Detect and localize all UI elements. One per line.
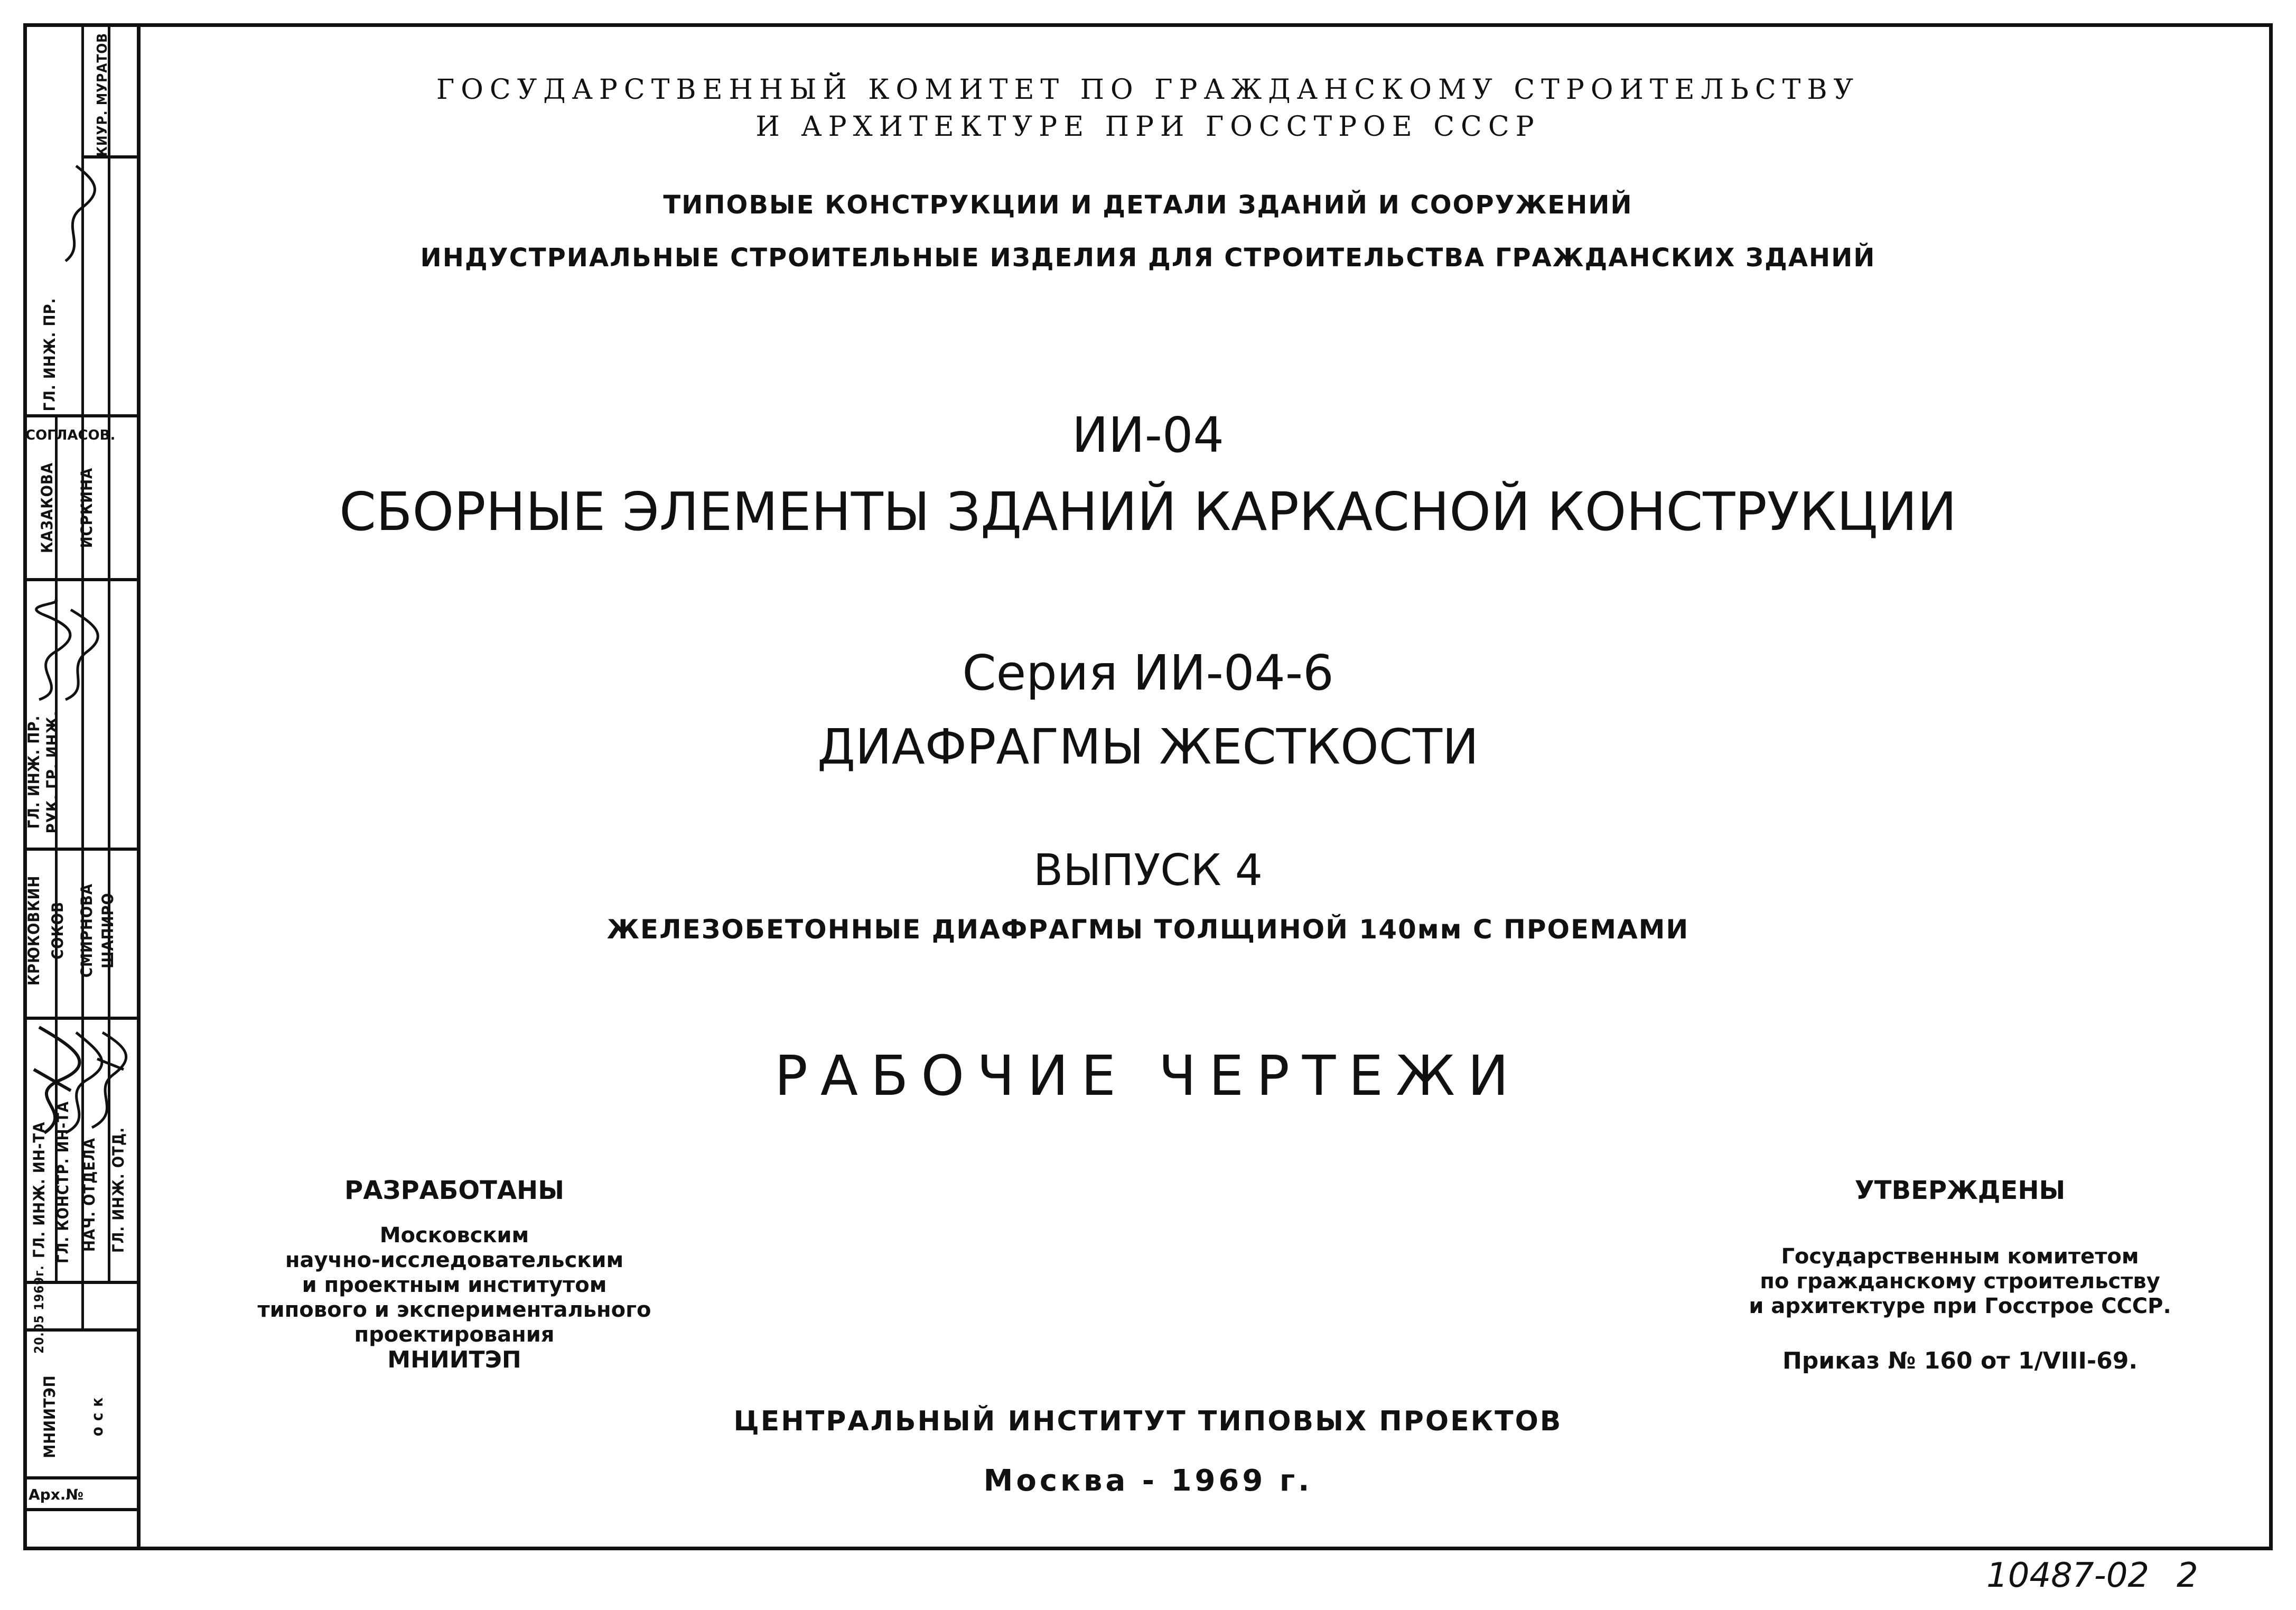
- developed-institute: МНИИТЭП: [387, 1346, 521, 1373]
- stamp-dept: о с к: [88, 1397, 106, 1437]
- stamp-archive: Арх.№: [29, 1486, 84, 1503]
- developed-line: научно-исследовательским: [285, 1248, 624, 1272]
- stamp-role: ГЛ. ИНЖ. ПР.: [41, 297, 59, 412]
- document-title: СБОРНЫЕ ЭЛЕМЕНТЫ ЗДАНИЙ КАРКАСНОЙ КОНСТРУКЦИИ: [339, 481, 1957, 543]
- header-subtitle-1: ТИПОВЫЕ КОНСТРУКЦИИ И ДЕТАЛИ ЗДАНИЙ И СООРУЖЕНИЙ: [663, 190, 1633, 220]
- developed-line: проектирования: [354, 1323, 555, 1347]
- stamp-name: СМИРНОВА: [78, 883, 96, 978]
- approved-line: и архитектуре при Госстрое СССР.: [1749, 1294, 2171, 1318]
- publication-city-year: Москва - 1969 г.: [983, 1464, 1313, 1498]
- committee-line-1: ГОСУДАРСТВЕННЫЙ КОМИТЕТ ПО ГРАЖДАНСКОМУ СТРОИТЕЛЬСТВУ: [436, 74, 1860, 106]
- stamp-name: ИСРКИНА: [78, 467, 96, 548]
- stamp-divider: [81, 155, 141, 159]
- stamp-role: ГЛ. ИНЖ. ПР.: [25, 715, 43, 829]
- stamp-name: СОКОВ: [49, 901, 67, 960]
- series-number: Серия ИИ-04-6: [962, 645, 1334, 701]
- stamp-role: НАЧ. ОТДЕЛА: [80, 1138, 98, 1252]
- issue-description: ЖЕЛЕЗОБЕТОННЫЕ ДИАФРАГМЫ ТОЛЩИНОЙ 140мм С ПРОЕМАМИ: [606, 914, 1690, 945]
- stamp-agreed: СОГЛАСОВ.: [25, 427, 116, 443]
- header-subtitle-2: ИНДУСТРИАЛЬНЫЕ СТРОИТЕЛЬНЫЕ ИЗДЕЛИЯ ДЛЯ СТРОИТЕЛЬСТВА ГРАЖДАНСКИХ ЗДАНИЙ: [420, 243, 1876, 273]
- series-title: ДИАФРАГМЫ ЖЕСТКОСТИ: [817, 719, 1479, 775]
- developed-line: типового и экспериментального: [257, 1298, 651, 1322]
- approved-heading: УТВЕРЖДЕНЫ: [1854, 1176, 2066, 1205]
- document-number: 10487-02: [1986, 1556, 2150, 1595]
- stamp-name: КАЗАКОВА: [38, 462, 56, 553]
- stamp-org: МНИИТЭП: [41, 1375, 59, 1458]
- publisher-institute: ЦЕНТРАЛЬНЫЙ ИНСТИТУТ ТИПОВЫХ ПРОЕКТОВ: [733, 1406, 1563, 1437]
- stamp-name: КРЮКОВКИН: [25, 875, 43, 986]
- stamp-divider: [23, 1508, 141, 1511]
- developed-line: Московским: [379, 1223, 529, 1248]
- approved-line: Государственным комитетом: [1781, 1244, 2139, 1269]
- issue-number: ВЫПУСК 4: [1033, 845, 1263, 896]
- stamp-role: ГЛ. ИНЖ. ОТД.: [109, 1127, 127, 1253]
- committee-line-2: И АРХИТЕКТУРЕ ПРИ ГОССТРОЕ СССР: [755, 111, 1541, 143]
- stamp-divider: [23, 578, 141, 581]
- stamp-date: 20.05 1969г.: [32, 1265, 46, 1354]
- stamp-name: ШАПИРО: [99, 892, 117, 969]
- stamp-role: РУК. ГР. ИНЖ.: [43, 710, 61, 834]
- stamp-name: КИУР. МУРАТОВ: [95, 32, 110, 157]
- sheet-number: 2: [2177, 1556, 2198, 1595]
- approval-order: Приказ № 160 от 1/VIII-69.: [1782, 1347, 2138, 1374]
- document-code: ИИ-04: [1072, 407, 1224, 463]
- developed-line: и проектным институтом: [302, 1273, 607, 1297]
- approved-line: по гражданскому строительству: [1760, 1269, 2160, 1293]
- document-type: РАБОЧИЕ ЧЕРТЕЖИ: [774, 1044, 1522, 1108]
- developed-heading: РАЗРАБОТАНЫ: [344, 1176, 564, 1205]
- stamp-role: ГЛ. ИНЖ. ИН-ТА: [30, 1121, 48, 1258]
- stamp-role: ГЛ. КОНСТР. ИН-ТА: [54, 1101, 72, 1263]
